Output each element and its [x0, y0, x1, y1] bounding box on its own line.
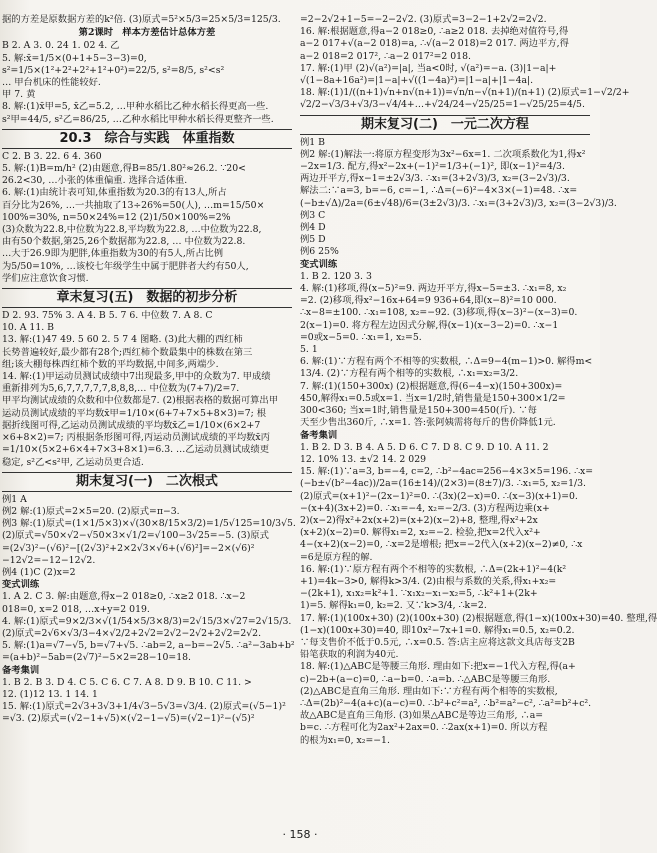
text-line: 运动员测试成绩的平均数x̄甲=1/10×(6+7+7×5+8×3)=7; 根 — [2, 407, 267, 419]
text-line: (2)原式=√50×√2−√50×3×√1/2=√100−3√25=−5. (3)原式 — [2, 530, 269, 542]
text-line: 例3 解:(1)原式=(1×1/5×3)×√(30×8/15×3/2)=1/5√125=10/3√5. — [2, 518, 296, 530]
text-line: 铅笔获取的利润为40元. — [300, 649, 399, 661]
subsection-heading: 备考集训 — [2, 664, 40, 676]
section-heading: 期末复习(一) 二次根式 — [2, 472, 292, 492]
text-line: D 2. 93. 75% 3. A 4. B 5. 7 6. 中位数 7. A 8. C — [2, 310, 213, 322]
text-line: 15. 解:(1)原式=2√3+3√3+1/4√3−5√3=√3/4. (2)原式=(√5−1)² — [2, 701, 286, 713]
text-line: 解法二:∵a=3, b=−6, c=−1, ∴Δ=(−6)²−4×3×(−1)=48. ∴x= — [300, 185, 578, 197]
text-line: 学们应注意饮食习惯. — [2, 272, 89, 284]
text-line: 例5 D — [300, 234, 326, 246]
text-line: (2)原式=(x+1)²−(2x−1)²=0. ∴(3x)(2−x)=0. ∴(x−3)(x+1)=0. — [300, 490, 578, 502]
text-line: 10. A 11. B — [2, 322, 54, 334]
text-line: =√3. (2)原式=(√2−1+√5)×(√2−1−√5)=(√2−1)²−(√5)² — [2, 713, 255, 725]
text-line: 据的方差是原数据方差的k²倍. (3)原式=5²×5/3=25×5/3=125/3. — [2, 14, 281, 25]
text-line: 17. 解:(1)(100x+30) (2)(100x+30) (2)根据题意,得(1−x)(100x+30)=40. 整理,得 — [300, 612, 657, 624]
subsection-heading: 变式训练 — [2, 579, 40, 591]
text-line: c)−2b+(a−c)=0, ∴a−b=0. ∴a=b. ∴△ABC是等腰三角形. — [300, 673, 551, 685]
text-line: 018=0, x=2 018, …x+y=2 019. — [2, 603, 150, 615]
text-line: 例2 解:(1)解法一:将原方程变形为3x²−6x=1. 二次项系数化为1,得x² — [300, 148, 586, 160]
text-line: (2)△ABC是直角三角形. 理由如下:∵方程有两个相等的实数根, — [300, 685, 558, 697]
text-line: 4−(x+2)(x−2)=0, ∴x=2是增根; 把x=−2代入(x+2)(x−2)≠0, ∴x — [300, 539, 583, 551]
text-line: 12. (1)12 13. 1 14. 1 — [2, 688, 98, 700]
text-line: (2)原式=2√6×√3/3−4×√2/2+2√2=2√2−2√2+2√2=2√2. — [2, 627, 262, 639]
text-line: 例2 解:(1)原式=2×5=20. (2)原式=π−3. — [2, 505, 180, 517]
text-line: 6. 解:(1)由统计表可知,体重指数为20.3的有13人,所占 — [2, 187, 227, 199]
text-line: 18. 解:(1)1/((n+1)√n+n√(n+1))=√n/n−√(n+1)/(n+1) (2)原式=1−√2/2+ — [300, 87, 630, 99]
text-line: 7. 解:(1)(150+300x) (2)根据题意,得(6−4−x)(150+300x)= — [300, 380, 563, 392]
text-line: 1. B 2. B 3. D 4. C 5. C 6. C 7. A 8. D 9. B 10. C 11. > — [2, 676, 252, 688]
text-line: 8. 解:(1)x̄甲=5, x̄乙=5.2, …甲种水稻比乙种水稻长得更高一些. — [2, 101, 269, 113]
text-line: 稳定, s²乙<s²甲, 乙运动员更合适. — [2, 456, 144, 468]
text-line: 15. 解:(1)∵a=3, b=−4, c=2, ∴b²−4ac=256−4×3×5=196. ∴x= — [300, 466, 594, 478]
left-column — [2, 14, 296, 829]
text-line: ∴Δ=(2b)²−4(a+c)(a−c)=0. ∴b²+c²=a², ∴b²=a²−c², ∴a²=b²+c². — [300, 697, 592, 709]
lesson-heading: 第2课时 样本方差估计总体方差 — [78, 27, 216, 39]
text-line: 6. 解:(1)∵方程有两个不相等的实数根, ∴Δ=9−4(m−1)>0. 解得m< — [300, 356, 593, 368]
text-line: =(a+b)²−5ab=(2√7)²−5×2=28−10=18. — [2, 652, 192, 664]
text-line: 的根为x₁=0, x₂=−1. — [300, 734, 390, 746]
text-line: 100%=30%, n=50×24%=12 (2)1/50×100%=2% — [2, 211, 231, 223]
text-line: 300<360; 当x=1时,销售量是150+300=450(斤). ∵每 — [300, 405, 537, 417]
text-line: 4. 解:(1)移项,得(x−5)²=9. 两边开平方,得x−5=±3. ∴x₁=8, x₂ — [300, 283, 567, 295]
text-line: ∴x−8=±100. ∴x₁=108, x₂=−92. (3)移项,得(x−3)²−(x−3)=0. — [300, 307, 578, 319]
text-line: 百分比为26%, …一共抽取了13÷26%=50(人), …m=15/50× — [2, 199, 265, 211]
text-line: 17. 解:(1)甲 (2)√(a²)=|a|, 当a<0时, √(a²)=−a. (3)|1−a|+ — [300, 62, 557, 74]
text-line: a−2 017+√(a−2 018)=a, ∴√(a−2 018)=2 017. 两边平方,得 — [300, 38, 569, 50]
text-line: 由有50个数据,第25,26个数据都为22.8, … 中位数为22.8. — [2, 236, 246, 248]
text-line: …大于26.9即为肥胖,体重指数为30的有5人,所占比例 — [2, 248, 223, 260]
text-line: 例1 B — [300, 136, 325, 148]
text-line: =2. (2)移项,得x²−16x+64=9 936+64,即(x−8)²=10 000. — [300, 295, 557, 307]
text-line: 例6 25% — [300, 246, 339, 258]
text-line: 18. 解:(1)△ABC是等腰三角形. 理由如下:把x=−1代入方程,得(a+ — [300, 661, 576, 673]
text-line: 450,解得x₁=0.5或x=1. 当x=1/2时,销售量是150+300×1/2= — [300, 392, 566, 404]
text-line: −(2k+1), x₁x₂=k²+1. ∵x₁x₂−x₁−x₂=5, ∴k²+1+(2k+ — [300, 588, 538, 600]
text-line: 1. B 2. D 3. B 4. A 5. D 6. C 7. D 8. C 9. D 10. A 11. 2 — [300, 441, 549, 453]
text-line: 16. 解:(1)∵原方程有两个不相等的实数根, ∴Δ=(2k+1)²−4(k² — [300, 563, 567, 575]
text-line: 故△ABC是直角三角形. (3)如果△ABC是等边三角形, ∴a= — [300, 710, 544, 722]
text-line: 16. 解:根据题意,得a−2 018≥0, ∴a≥2 018. 去掉绝对值符号,得 — [300, 26, 569, 38]
text-line: 例4 (1)C (2)x=2 — [2, 566, 76, 578]
text-line: 4. 解:(1)原式=9×2/3×√(1/54×5/3×8/3)=2√15/3×√27=2√15/3. — [2, 615, 292, 627]
text-line: (1−x)(100x+30)=40, 即10x²−7x+1=0. 解得x₁=0.5, x₂=0.2. — [300, 624, 575, 636]
text-line: +1)=4k−3>0, 解得k>3/4. (2)由根与系数的关系,得x₁+x₂= — [300, 575, 557, 587]
text-line: =2−2√2+1−5=−2−2√2. (3)原式=3−2−1+2√2=2√2. — [300, 14, 547, 25]
text-line: 14. 解:(1)甲运动员测试成绩中7出现最多,甲中的众数为7. 甲成绩 — [2, 371, 271, 383]
text-line: =1/10×(5×2+6×4+7×3+8×1)=6.3. …乙运动员测试成绩更 — [2, 444, 270, 456]
text-line: 天至少售出360斤, ∴x=1. 答:张阿姨需将每斤的售价降低1元. — [300, 417, 556, 429]
text-line: B 2. A 3. 0. 24 1. 02 4. 乙 — [2, 40, 120, 52]
text-line: 例1 A — [2, 493, 27, 505]
text-line: 13/4. (2)∵方程有两个相等的实数根, ∴x₁=x₂=3/2. — [300, 368, 519, 380]
text-line: 5. 解:x̄=1/5×(0+1+5−3−3)=0, — [2, 52, 147, 64]
text-line: 重新排列为5,6,7,7,7,7,7,8,8,8,… 中位数为(7+7)/2=7. — [2, 383, 240, 395]
text-line: 26.2<30, …小张的体重偏重. 选择合适体重. — [2, 175, 188, 187]
text-line: … 甲台机床的性能较好. — [2, 77, 101, 89]
text-line: 5. 1 — [300, 344, 318, 356]
text-line: 5. 解:(1)a=√7−√5, b=√7+√5. ∴ab=2, a−b=−2√5. ∴a²−3ab+b² — [2, 640, 295, 652]
text-line: s²=1/5×(1²+2²+2²+1²+0²)=22/5, s²=8/5, s²<s² — [2, 64, 225, 76]
text-line: ∵每支售价不低于0.5元, ∴x=0.5. 答:店主应将这款文具店每支2B — [300, 636, 575, 648]
text-line: 例3 C — [300, 209, 326, 221]
text-line: −12√2=−12−12√2. — [2, 554, 96, 566]
text-line: 1. A 2. C 3. 解:由题意,得x−2 018≥0, ∴x≥2 018. ∴x−2 — [2, 591, 246, 603]
text-line: 1. B 2. 120 3. 3 — [300, 270, 372, 282]
text-line: 为5/50=10%, …该校七年级学生中属于肥胖者大约有50人, — [2, 260, 249, 272]
text-line: 2)(x−2)得x²+2x(x+2)=(x+2)(x−2)+8, 整理,得x²+2x — [300, 514, 538, 526]
text-line: b=c. ∴方程可化为2ax²+2ax=0. ∴2ax(x+1)=0. 所以方程 — [300, 722, 548, 734]
text-line: s²甲=44/5, s²乙=86/25, …乙种水稻比甲种水稻长得更整齐一些. — [2, 113, 274, 125]
text-line: 甲平均测试成绩的众数和中位数都是7. (2)根据表格的数据可算出甲 — [2, 395, 279, 407]
subsection-heading: 备考集训 — [300, 429, 338, 441]
text-line: √(1−8a+16a²)=|1−a|+√((1−4a)²)=|1−a|+|1−4a|. — [300, 75, 534, 87]
text-line: =6是原方程的解. — [300, 551, 373, 563]
text-line: 2(x−1)=0. 将方程左边因式分解,得(x−1)(x−3−2)=0. ∴x−1 — [300, 319, 559, 331]
text-line: −(x+4)(3x+2)=0. ∴x₁=−4, x₂=−2/3. (3)方程两边乘(x+ — [300, 502, 550, 514]
text-line: C 2. B 3. 22. 6 4. 360 — [2, 150, 102, 162]
text-line: =(2√3)²−(√6)²−[(2√3)²+2×2√3×√6+(√6)²]=−2×(√6)² — [2, 542, 255, 554]
text-line: 两边开平方,得x−1=±2√3/3. ∴x₁=(3+2√3)/3, x₂=(3−2√3)/3. — [300, 173, 570, 185]
right-column — [300, 14, 657, 829]
text-line: (x+2)(x−2)=0. 解得x₁=2, x₂=−2. 检验,把x=2代入x²+ — [300, 527, 541, 539]
text-line: =0或x−5=0. ∴x₁=1, x₂=5. — [300, 331, 422, 343]
section-heading: 20.3 综合与实践 体重指数 — [2, 129, 292, 149]
text-line: 据折线图可得,乙运动员测试成绩的平均数x̄乙=1/10×(6×2+7 — [2, 419, 261, 431]
text-line: (3)众数为22.8,中位数为22.8,平均数为22.8, …中位数为22.8, — [2, 224, 262, 236]
text-line: (−b±√Δ)/2a=(6±√48)/6=(3±2√3)/3. ∴x₁=(3+2√3)/3, x₂=(3−2√3)/3. — [300, 197, 617, 209]
section-heading: 章末复习(五) 数据的初步分析 — [2, 288, 292, 308]
text-line: −2x=1/3. 配方,得x²−2x+(−1)²=1/3+(−1)², 即(x−1)²=4/3. — [300, 161, 565, 173]
text-line: ×6+8×2)=7; 丙根据条形图可得,丙运动员测试成绩的平均数x̄丙 — [2, 432, 270, 444]
text-line: 1)=5. 解得k₁=0, k₂=2. 又∵k>3/4, ∴k=2. — [300, 600, 487, 612]
text-line: 5. 解:(1)B=m/h² (2)由题意,得B=85/1.80²≈26.2. ∵20< — [2, 163, 246, 175]
text-line: 组;该大棚每株西红柿个数的平均数据,中间多,两端少. — [2, 358, 219, 370]
section-heading: 期末复习(二) 一元二次方程 — [300, 115, 590, 135]
text-line: (−b±√(b²−4ac))/2a=(16±14)/(2×3)=(8±7)/3. ∴x₁=5, x₂=1/3. — [300, 478, 586, 490]
text-line: √2/2−√3/3+√3/3−√4/4+…+√24/24−√25/25=1−√25/25=4/5. — [300, 99, 585, 111]
text-line: 12. 10% 13. ±√2 14. 2 029 — [300, 453, 427, 465]
page-number: · 158 · — [282, 828, 318, 841]
subsection-heading: 变式训练 — [300, 258, 338, 270]
text-line: a−2 018=2 017², ∴a−2 017²=2 018. — [300, 50, 471, 62]
text-line: 例4 D — [300, 222, 326, 234]
text-line: 13. 解:(1)47 49. 5 60 2. 5 7 4 图略. (3)此大棚的西红柿 — [2, 334, 243, 346]
text-line: 甲 7. 黄 — [2, 89, 36, 101]
text-line: 长势普遍较好,最少都有28个;西红柿个数最集中的株数在第三 — [2, 346, 253, 358]
